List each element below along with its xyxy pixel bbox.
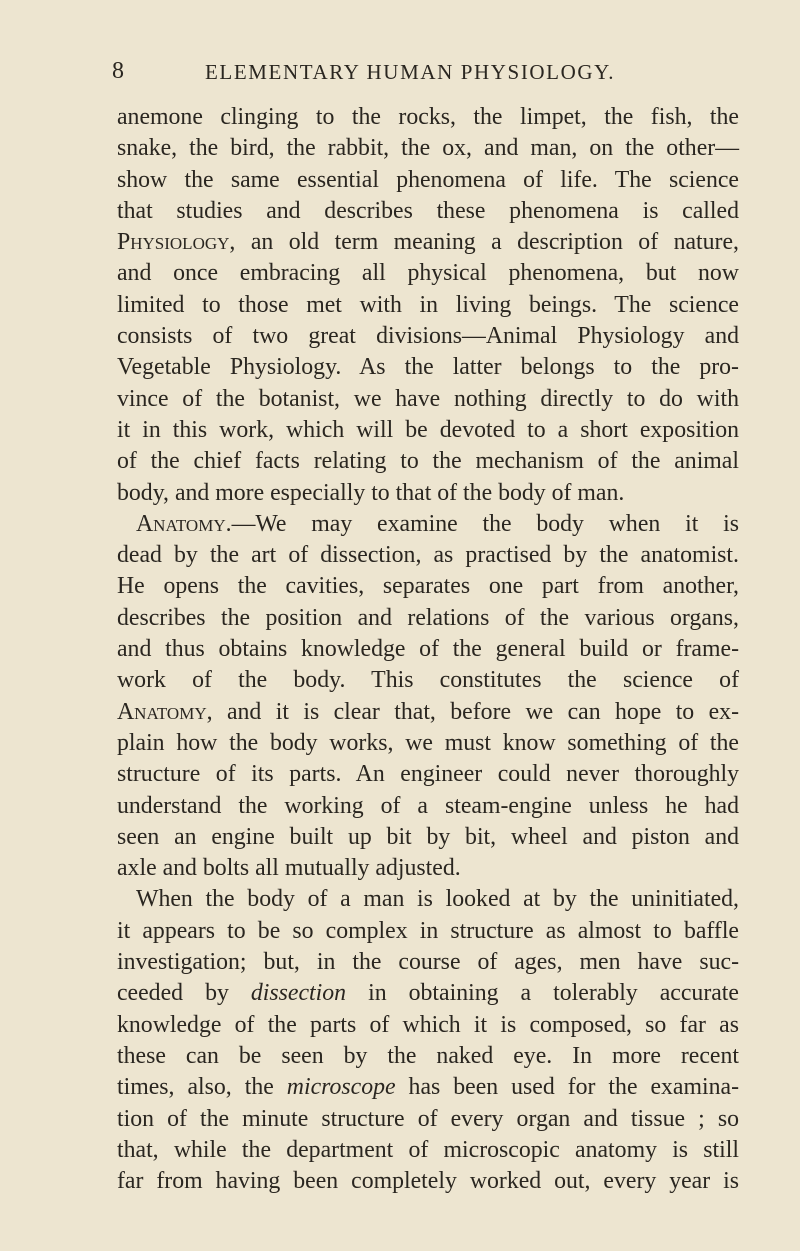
text-line: snake, the bird, the rabbit, the ox, and man, on the other— [117, 135, 739, 162]
body-text [117, 102, 739, 1197]
text-line: Anatomy, and it is clear that, before we can hope to ex- [117, 698, 739, 725]
text-line: that, while the department of microscopic anatomy is still [117, 1136, 739, 1163]
text-line: it appears to be so complex in structure as almost to baffle [117, 917, 739, 944]
text-line: of the chief facts relating to the mechanism of the animal [117, 448, 739, 475]
text-line: far from having been completely worked out, every year is [117, 1168, 739, 1195]
term-anatomy: Anatomy [117, 698, 207, 725]
text-line: body, and more especially to that of the body of man. [117, 479, 625, 506]
term-microscope: microscope [286, 1074, 396, 1101]
text-line: consists of two great divisions—Animal Physiology and [117, 323, 739, 350]
text-line: axle and bolts all mutually adjusted. [117, 855, 461, 882]
text-line: that studies and describes these phenomena is called [117, 197, 739, 224]
running-head: ELEMENTARY HUMAN PHYSIOLOGY. [205, 60, 616, 84]
text-line: vince of the botanist, we have nothing directly to do with [117, 385, 739, 412]
text-line: Anatomy.—We may examine the body when it is [136, 510, 739, 537]
text-line: plain how the body works, we must know something of the [117, 729, 739, 756]
text-line: dead by the art of dissection, as practised by the anatomist. [117, 542, 739, 569]
term-physiology: Physiology [117, 229, 230, 256]
term-dissection: dissection [250, 980, 347, 1007]
section-heading-anatomy: Anatomy. [136, 510, 232, 537]
text-line: times, also, the microscope has been used for the examina- [117, 1074, 739, 1101]
text-line: and thus obtains knowledge of the general build or frame- [117, 636, 739, 663]
text-line: investigation; but, in the course of ages, men have suc- [117, 949, 739, 976]
text-line: these can be seen by the naked eye. In more recent [117, 1042, 739, 1069]
text-line: seen an engine built up bit by bit, wheel and piston and [117, 823, 739, 850]
page-number: 8 [112, 58, 125, 84]
text-line: and once embracing all physical phenomena, but now [117, 260, 739, 287]
text-line: When the body of a man is looked at by the uninitiated, [136, 886, 739, 913]
text-line: Vegetable Physiology. As the latter belongs to the pro- [117, 354, 739, 381]
text-line: Physiology, an old term meaning a description of nature, [117, 229, 739, 256]
text-line: structure of its parts. An engineer could never thoroughly [117, 761, 739, 788]
text-line: tion of the minute structure of every organ and tissue ; so [117, 1105, 739, 1132]
text-line: work of the body. This constitutes the science of [117, 667, 739, 694]
text-line: limited to those met with in living beings. The science [117, 291, 739, 318]
text-line: anemone clinging to the rocks, the limpet, the fish, the [117, 104, 739, 130]
text-line: describes the position and relations of the various organs, [117, 604, 739, 631]
text-line: knowledge of the parts of which it is composed, so far as [117, 1011, 739, 1038]
text-line: understand the working of a steam-engine unless he had [117, 792, 739, 819]
text-line: He opens the cavities, separates one part from another, [117, 573, 739, 600]
text-line: it in this work, which will be devoted to a short exposition [117, 416, 739, 443]
text-line: show the same essential phenomena of life. The science [117, 166, 739, 193]
text-line: ceeded by dissection in obtaining a tolerably accurate [117, 980, 739, 1007]
page-header [0, 58, 800, 90]
